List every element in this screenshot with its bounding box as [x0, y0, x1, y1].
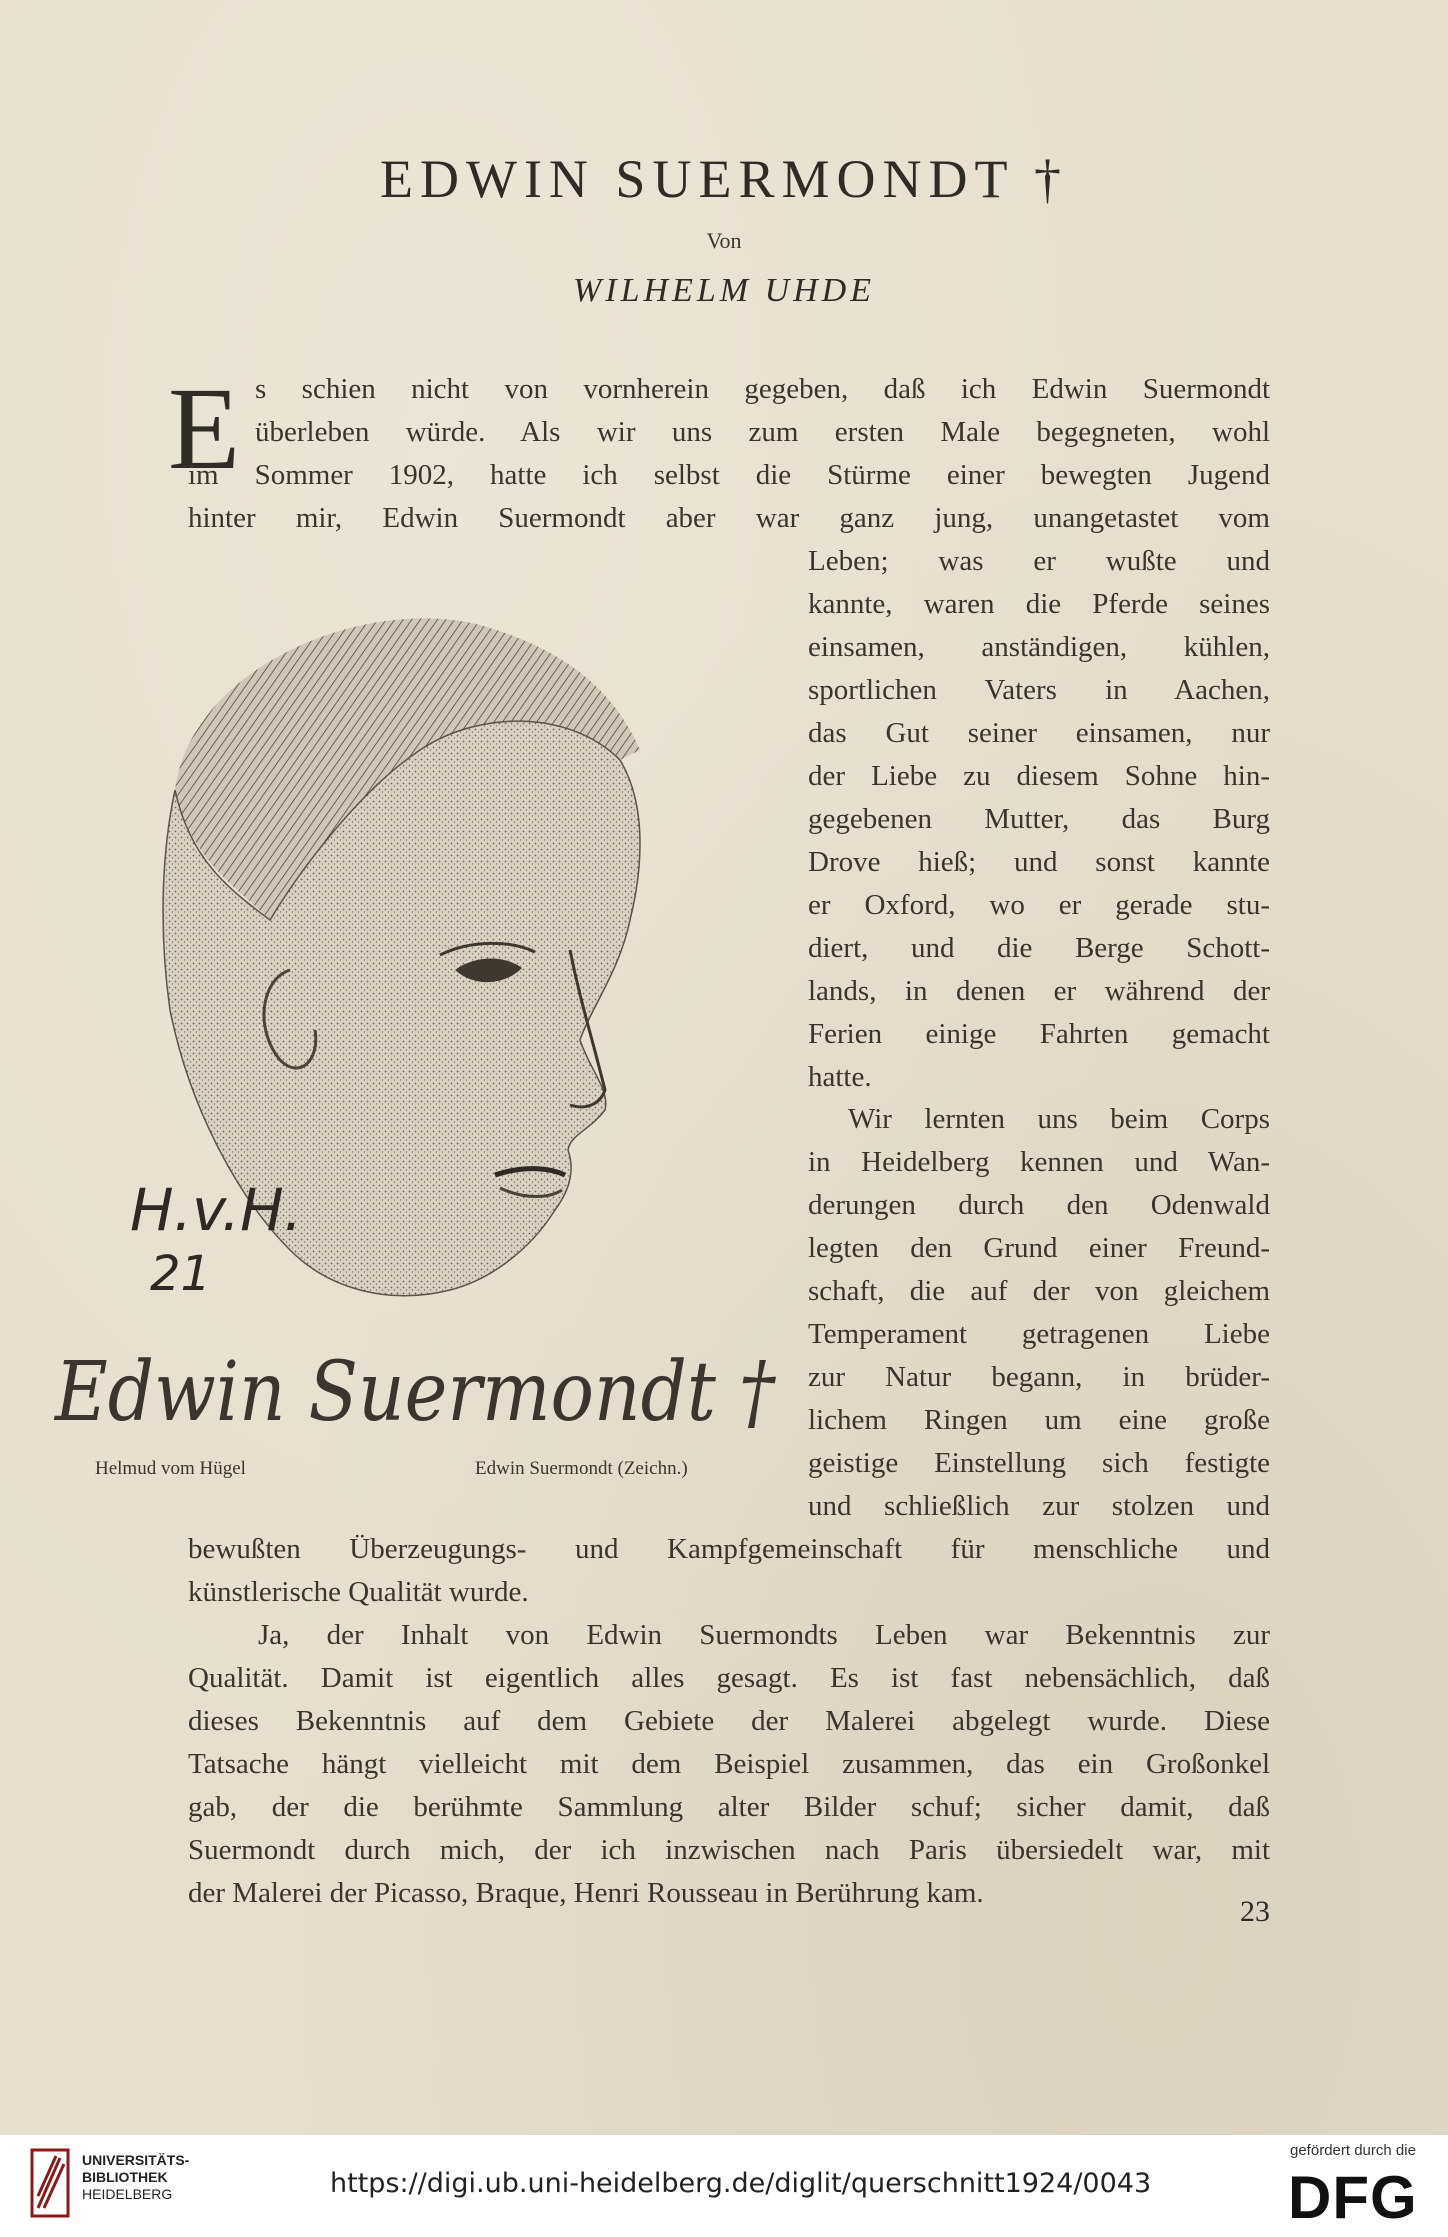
library-name-line1: UNIVERSITÄTS- [82, 2152, 190, 2168]
text-line: gab, der die berühmte Sammlung alter Bilder schuf; sicher damit, daß [188, 1791, 1270, 1823]
permalink-url[interactable]: https://digi.ub.uni-heidelberg.de/diglit/querschnitt1924/0043 [330, 2168, 1152, 2199]
text-line: Wir lernten uns beim Corps [848, 1103, 1270, 1135]
monogram-year: 21 [150, 1246, 212, 1302]
text-line: der Malerei der Picasso, Braque, Henri Rousseau in Berührung kam. [188, 1877, 984, 1909]
text-line: Tatsache hängt vielleicht mit dem Beispiel zusammen, das ein Großonkel [188, 1748, 1270, 1780]
article-author: WILHELM UHDE [572, 272, 876, 309]
byline-von: Von [706, 228, 742, 253]
text-line: dieses Bekenntnis auf dem Gebiete der Malerei abgelegt wurde. Diese [188, 1705, 1270, 1737]
text-line: sportlichen Vaters in Aachen, [808, 674, 1270, 706]
text-line: künstlerische Qualität wurde. [188, 1576, 529, 1608]
text-line: s schien nicht von vornherein gegeben, daß ich Edwin Suermondt [255, 373, 1270, 405]
portrait-drawing [130, 590, 710, 1340]
text-line: zur Natur begann, in brüder- [808, 1361, 1270, 1393]
library-name [82, 2152, 189, 2203]
text-line: Qualität. Damit ist eigentlich alles gesagt. Es ist fast nebensächlich, daß [188, 1662, 1270, 1694]
text-line: geistige Einstellung sich festigte [808, 1447, 1270, 1479]
caption-artist: Helmud vom Hügel [95, 1458, 246, 1479]
text-line: das Gut seiner einsamen, nur [808, 717, 1270, 749]
text-line: Leben; was er wußte und [808, 545, 1270, 577]
text-line: und schließlich zur stolzen und [808, 1490, 1270, 1522]
page-number: 23 [1240, 1895, 1270, 1928]
text-line: im Sommer 1902, hatte ich selbst die Stürme einer bewegten Jugend [188, 459, 1270, 491]
text-line: er Oxford, wo er gerade stu- [808, 889, 1270, 921]
text-line: hatte. [808, 1061, 872, 1093]
monogram: H.v.H. [130, 1176, 303, 1244]
text-line: Ja, der Inhalt von Edwin Suermondts Leben war Bekenntnis zur [258, 1619, 1270, 1651]
dfg-logo-icon: DFG [1288, 2164, 1418, 2231]
handwritten-signature [55, 1330, 785, 1450]
text-line: einsamen, anständigen, kühlen, [808, 631, 1270, 663]
text-line: legten den Grund einer Freund- [808, 1232, 1270, 1264]
signature-text: Edwin Suermondt † [53, 1345, 777, 1440]
text-line: lands, in denen er während der [808, 975, 1270, 1007]
library-name-line3: HEIDELBERG [82, 2186, 173, 2202]
drop-cap: E [168, 363, 241, 494]
text-line: kannte, waren die Pferde seines [808, 588, 1270, 620]
caption-subject: Edwin Suermondt (Zeichn.) [475, 1458, 688, 1479]
text-line: überleben würde. Als wir uns zum ersten Male begegneten, wohl [255, 416, 1270, 448]
text-line: schaft, die auf der von gleichem [808, 1275, 1270, 1307]
text-line: Suermondt durch mich, der ich inzwischen nach Paris übersiedelt war, mit [188, 1834, 1270, 1866]
text-line: der Liebe zu diesem Sohne hin- [808, 760, 1270, 792]
text-line: bewußten Überzeugungs- und Kampfgemeinschaft für menschliche und [188, 1533, 1270, 1565]
text-line: Temperament getragenen Liebe [808, 1318, 1270, 1350]
text-line: diert, und die Berge Schott- [808, 932, 1270, 964]
university-library-logo-icon [30, 2148, 70, 2218]
library-name-line2: BIBLIOTHEK [82, 2169, 168, 2185]
text-line: Drove hieß; und sonst kannte [808, 846, 1270, 878]
funding-label: gefördert durch die [1290, 2142, 1416, 2159]
text-line: derungen durch den Odenwald [808, 1189, 1270, 1221]
text-line: gegebenen Mutter, das Burg [808, 803, 1270, 835]
text-line: Ferien einige Fahrten gemacht [808, 1018, 1270, 1050]
text-line: in Heidelberg kennen und Wan- [808, 1146, 1270, 1178]
text-line: hinter mir, Edwin Suermondt aber war ganz jung, unangetastet vom [188, 502, 1270, 534]
text-line: lichem Ringen um eine große [808, 1404, 1270, 1436]
article-title: EDWIN SUERMONDT † [380, 149, 1068, 209]
